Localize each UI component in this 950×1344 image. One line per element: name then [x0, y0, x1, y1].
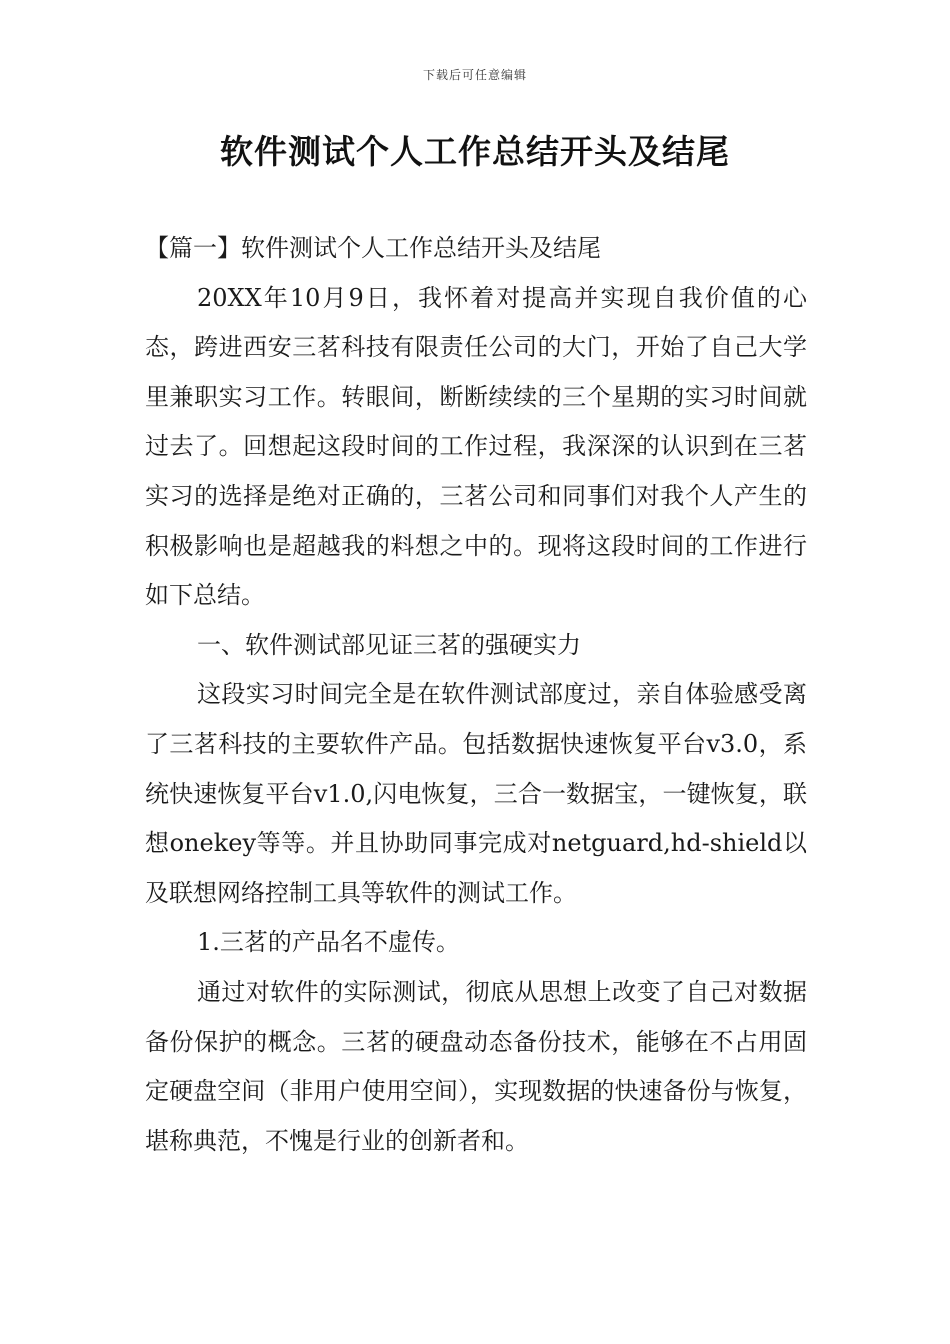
numbered-item: 1.三茗的产品名不虚传。: [197, 928, 460, 957]
header-note: 下载后可任意编辑: [422, 68, 527, 82]
section-heading: 【篇一】软件测试个人工作总结开头及结尾: [145, 234, 601, 262]
document-title: 软件测试个人工作总结开头及结尾: [220, 132, 730, 171]
body-paragraph: 20XX年10月9日，我怀着对提高并实现自我价值的心态，跨进西安三茗科技有限责任公司的大门，开始了自己大学里兼职实习工作。转眼间，断断续续的三个星期的实习时间就过去了。回想起这段时间的工作过程，我深深的认识到在三茗实习的选择是绝对正确的，三茗公司和同事们对我个人产生的积极影响也是超越我的料想之中的。现将这段时间的工作进行如下总结。: [145, 283, 807, 610]
document-body: [145, 224, 807, 1166]
body-paragraph: 通过对软件的实际测试，彻底从思想上改变了自己对数据备份保护的概念。三茗的硬盘动态备份技术，能够在不占用固定硬盘空间（非用户使用空间），实现数据的快速备份与恢复，堪称典范，不愧是行业的创新者和。: [145, 977, 807, 1155]
body-paragraph: 这段实习时间完全是在软件测试部度过，亲自体验感受离了三茗科技的主要软件产品。包括数据快速恢复平台v3.0，系统快速恢复平台v1.0,闪电恢复，三合一数据宝，一键恢复，联想onekey等等。并且协助同事完成对netguard,hd-shield以及联想网络控制工具等软件的测试工作。: [145, 680, 807, 907]
subsection-heading: 一、软件测试部见证三茗的强硬实力: [197, 630, 581, 659]
